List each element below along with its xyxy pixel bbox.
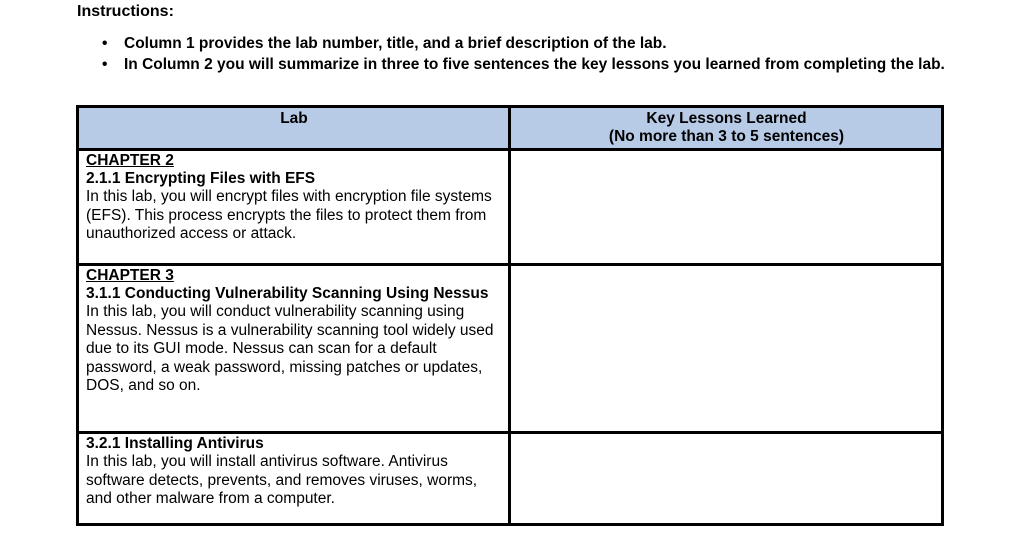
lab-description: In this lab, you will install antivirus software. Antivirus software detects, prevents, and removes viruses, worms, and other malware from a computer.: [86, 453, 478, 507]
bullet-icon: •: [102, 35, 108, 52]
chapter-label: CHAPTER 2: [86, 152, 174, 169]
table-row: [78, 265, 943, 433]
lab-cell: [78, 150, 510, 265]
header-lab: Lab: [78, 107, 510, 150]
bullet-icon: •: [102, 56, 108, 73]
lab-title: 3.2.1 Installing Antivirus: [86, 435, 264, 452]
lab-cell: [78, 265, 510, 433]
header-key-lessons: [510, 107, 943, 150]
header-key-lessons-title: Key Lessons Learned: [646, 110, 807, 127]
instructions-heading: Instructions:: [77, 3, 174, 20]
chapter-label: CHAPTER 3: [86, 267, 174, 284]
lab-cell: [78, 433, 510, 525]
header-key-lessons-note: (No more than 3 to 5 sentences): [608, 128, 845, 145]
lab-title: 3.1.1 Conducting Vulnerability Scanning Using Nessus: [86, 285, 489, 302]
lab-title: 2.1.1 Encrypting Files with EFS: [86, 170, 316, 187]
lab-description: In this lab, you will encrypt files with encryption file systems (EFS). This process encrypts the files to protect them from unauthorized access or attack.: [86, 188, 492, 242]
labs-table: [76, 105, 944, 526]
lessons-cell[interactable]: [510, 150, 943, 265]
lessons-cell[interactable]: [510, 433, 943, 525]
table-header-row: [78, 107, 943, 150]
instruction-item: [102, 55, 952, 74]
instructions-list: [102, 34, 952, 76]
instruction-text: Column 1 provides the lab number, title, and a brief description of the lab.: [124, 35, 667, 52]
lessons-cell[interactable]: [510, 265, 943, 433]
instruction-text: In Column 2 you will summarize in three to five sentences the key lessons you learned from completing the lab.: [124, 56, 945, 73]
instruction-item: [102, 34, 952, 53]
lab-description: In this lab, you will conduct vulnerability scanning using Nessus. Nessus is a vulnerability scanning tool widely used due to its GUI mode. Nessus can scan for a default password, a weak password, missing patches or updates, DOS, and so on.: [86, 303, 494, 394]
table-row: [78, 150, 943, 265]
table-row: [78, 433, 943, 525]
